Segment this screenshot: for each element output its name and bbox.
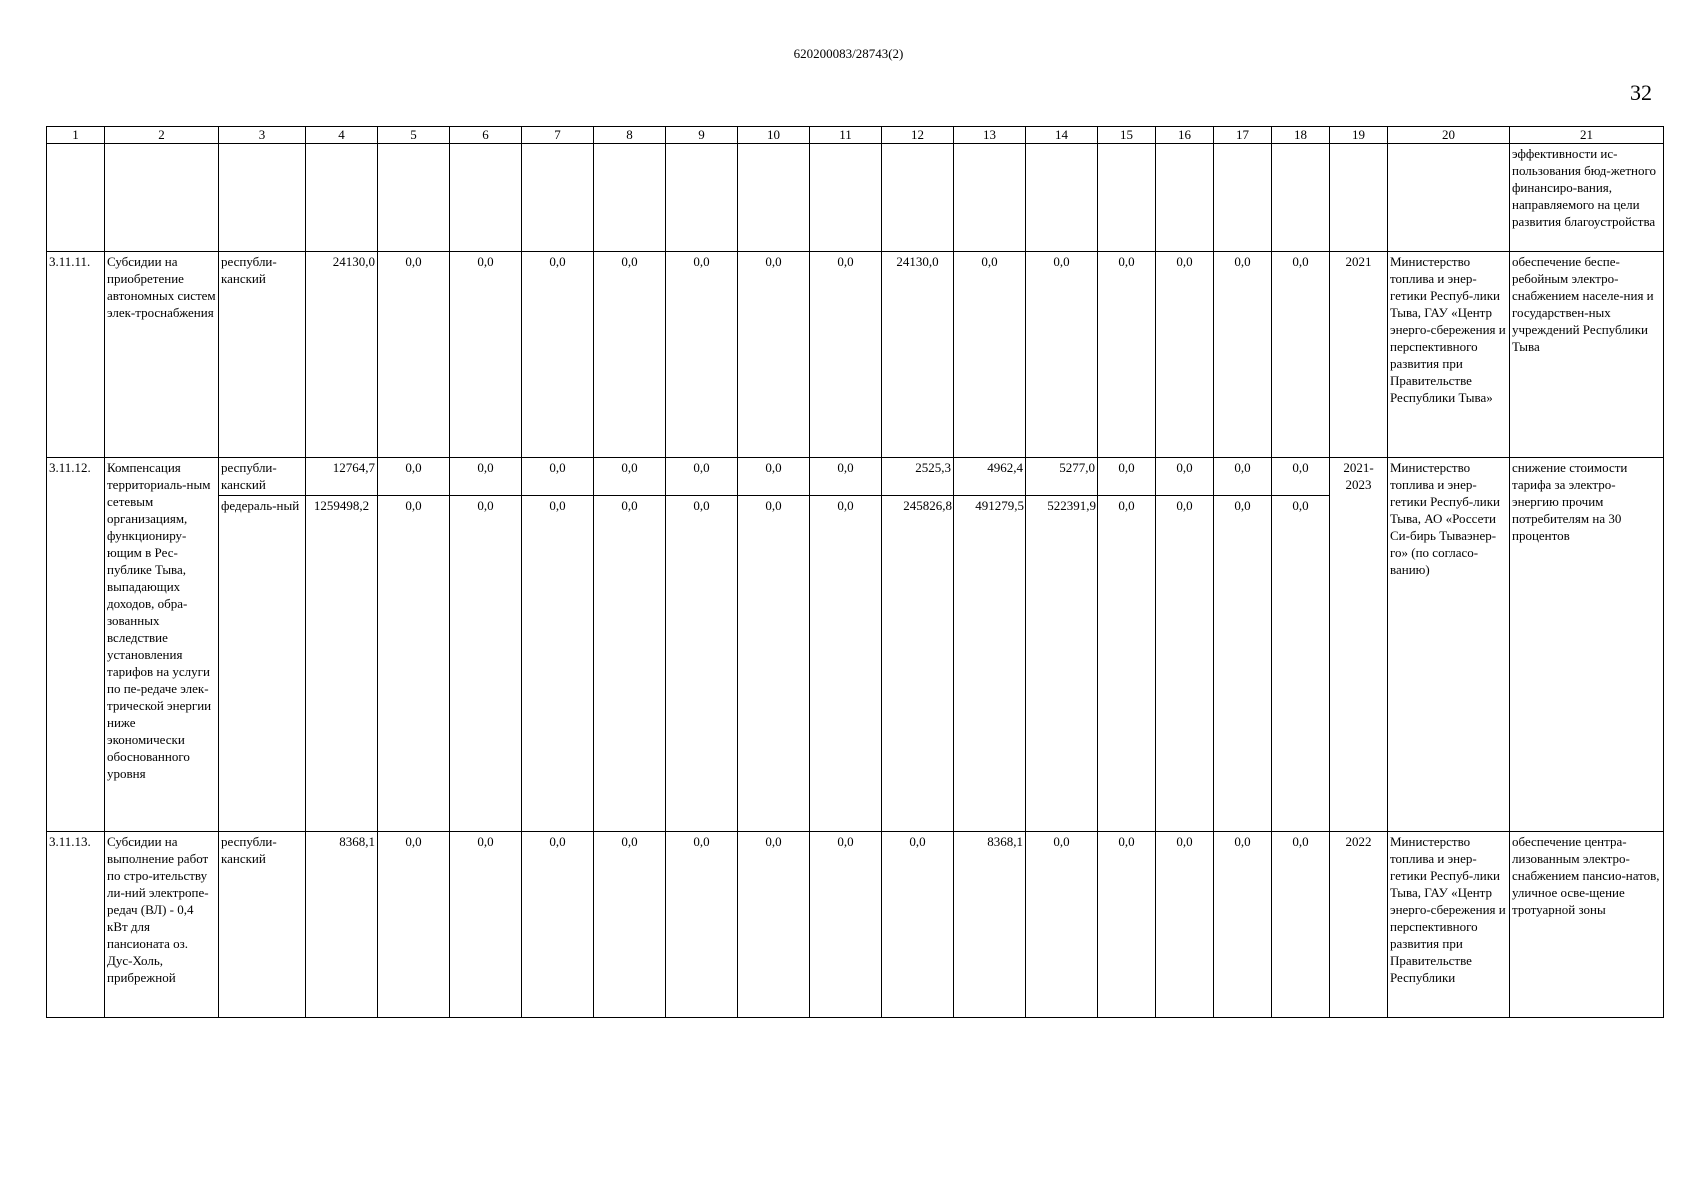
col-header-5: 5 xyxy=(378,127,450,144)
expected-result: обеспечение беспе-ребойным электро-снабжением населе-ния и государствен-ных учреждений Республики Тыва xyxy=(1510,252,1664,458)
implementation-year: 2022 xyxy=(1330,832,1388,1018)
value-cell: 0,0 xyxy=(810,832,882,1018)
value-cell: 0,0 xyxy=(1272,252,1330,458)
col-header-2: 2 xyxy=(105,127,219,144)
value-cell: 0,0 xyxy=(1272,458,1330,496)
value-cell: 0,0 xyxy=(1272,832,1330,1018)
value-cell: 0,0 xyxy=(882,832,954,1018)
value-cell: 0,0 xyxy=(450,496,522,832)
col-header-13: 13 xyxy=(954,127,1026,144)
value-cell: 0,0 xyxy=(522,832,594,1018)
col-header-20: 20 xyxy=(1388,127,1510,144)
total-amount: 1259498,2 xyxy=(306,496,378,832)
value-cell: 0,0 xyxy=(1214,252,1272,458)
row-number: 3.11.13. xyxy=(47,832,105,1018)
value-cell: 0,0 xyxy=(450,252,522,458)
value-cell: 0,0 xyxy=(810,252,882,458)
measure-name: Субсидии на приобретение автономных систем элек-троснабжения xyxy=(105,252,219,458)
value-cell: 0,0 xyxy=(1214,496,1272,832)
value-cell: 0,0 xyxy=(1098,252,1156,458)
value-cell: 0,0 xyxy=(522,252,594,458)
value-cell: 0,0 xyxy=(594,496,666,832)
value-cell: 5277,0 xyxy=(1026,458,1098,496)
col-header-15: 15 xyxy=(1098,127,1156,144)
row-number: 3.11.12. xyxy=(47,458,105,832)
value-cell: 0,0 xyxy=(666,496,738,832)
funding-source: республи-канский xyxy=(219,252,306,458)
value-cell: 0,0 xyxy=(666,252,738,458)
total-amount: 8368,1 xyxy=(306,832,378,1018)
row-number: 3.11.11. xyxy=(47,252,105,458)
column-numbers-row xyxy=(47,127,1664,144)
continuation-row xyxy=(47,144,1664,252)
value-cell: 0,0 xyxy=(810,496,882,832)
value-cell: 0,0 xyxy=(1098,832,1156,1018)
implementation-year: 2021 xyxy=(1330,252,1388,458)
value-cell: 0,0 xyxy=(594,458,666,496)
page-number: 32 xyxy=(1630,80,1652,105)
value-cell: 0,0 xyxy=(954,252,1026,458)
table-row-3-11-11 xyxy=(47,252,1664,458)
value-cell: 0,0 xyxy=(1098,496,1156,832)
value-cell: 0,0 xyxy=(738,252,810,458)
responsible-executor: Министерство топлива и энер-гетики Респуб-лики Тыва, ГАУ «Центр энерго-сбережения и перспективного развития при Правительстве Республики xyxy=(1388,832,1510,1018)
col-header-17: 17 xyxy=(1214,127,1272,144)
col-header-3: 3 xyxy=(219,127,306,144)
expected-result: обеспечение центра-лизованным электро-снабжением пансио-натов, уличное осве-щение тротуарной зоны xyxy=(1510,832,1664,1018)
value-cell: 0,0 xyxy=(1156,458,1214,496)
value-cell: 0,0 xyxy=(666,458,738,496)
value-cell: 0,0 xyxy=(594,832,666,1018)
value-cell: 0,0 xyxy=(1026,252,1098,458)
col-header-7: 7 xyxy=(522,127,594,144)
col-header-6: 6 xyxy=(450,127,522,144)
value-cell: 0,0 xyxy=(378,252,450,458)
value-cell: 0,0 xyxy=(666,832,738,1018)
measure-name: Субсидии на выполнение работ по стро-ительству ли-ний электропе-редач (ВЛ) - 0,4 кВт для пансионата оз. Дус-Холь, прибрежной xyxy=(105,832,219,1018)
value-cell: 0,0 xyxy=(1156,832,1214,1018)
value-cell: 0,0 xyxy=(1272,496,1330,832)
value-cell: 0,0 xyxy=(594,252,666,458)
value-cell: 491279,5 xyxy=(954,496,1026,832)
col-header-16: 16 xyxy=(1156,127,1214,144)
continued-result-cell: эффективности ис-пользования бюд-жетного финансиро-вания, направляемого на цели развития благоустройства xyxy=(1510,144,1664,252)
value-cell: 0,0 xyxy=(522,496,594,832)
implementation-year: 2021-2023 xyxy=(1330,458,1388,832)
value-cell: 24130,0 xyxy=(882,252,954,458)
funding-source: республи-канский xyxy=(219,832,306,1018)
col-header-19: 19 xyxy=(1330,127,1388,144)
col-header-4: 4 xyxy=(306,127,378,144)
funding-source: республи-канский xyxy=(219,458,306,496)
value-cell: 0,0 xyxy=(1214,832,1272,1018)
value-cell: 0,0 xyxy=(738,832,810,1018)
value-cell: 8368,1 xyxy=(954,832,1026,1018)
value-cell: 0,0 xyxy=(450,458,522,496)
value-cell: 4962,4 xyxy=(954,458,1026,496)
responsible-executor: Министерство топлива и энер-гетики Респуб-лики Тыва, ГАУ «Центр энерго-сбережения и перспективного развития при Правительстве Республики Тыва» xyxy=(1388,252,1510,458)
measure-name: Компенсация территориаль-ным сетевым организациям, функциониру-ющим в Рес-публике Тыва, выпадающих доходов, обра-зованных вследствие установления тарифов на услуги по пе-редаче элек-трической энергии ниже экономически обоснованного уровня xyxy=(105,458,219,832)
value-cell: 0,0 xyxy=(450,832,522,1018)
value-cell: 245826,8 xyxy=(882,496,954,832)
value-cell: 0,0 xyxy=(1214,458,1272,496)
col-header-11: 11 xyxy=(810,127,882,144)
table-row-3-11-13 xyxy=(47,832,1664,1018)
program-table xyxy=(46,126,1664,1018)
value-cell: 0,0 xyxy=(378,496,450,832)
col-header-14: 14 xyxy=(1026,127,1098,144)
col-header-12: 12 xyxy=(882,127,954,144)
value-cell: 0,0 xyxy=(1156,252,1214,458)
col-header-8: 8 xyxy=(594,127,666,144)
value-cell: 0,0 xyxy=(738,496,810,832)
funding-source: федераль-ный xyxy=(219,496,306,832)
value-cell: 0,0 xyxy=(1026,832,1098,1018)
value-cell: 0,0 xyxy=(738,458,810,496)
document-code: 620200083/28743(2) xyxy=(793,46,904,61)
value-cell: 0,0 xyxy=(378,458,450,496)
col-header-18: 18 xyxy=(1272,127,1330,144)
col-header-21: 21 xyxy=(1510,127,1664,144)
value-cell: 0,0 xyxy=(1156,496,1214,832)
total-amount: 12764,7 xyxy=(306,458,378,496)
value-cell: 0,0 xyxy=(810,458,882,496)
value-cell: 0,0 xyxy=(378,832,450,1018)
col-header-9: 9 xyxy=(666,127,738,144)
table-row-3-11-12 xyxy=(47,458,1664,496)
value-cell: 522391,9 xyxy=(1026,496,1098,832)
col-header-1: 1 xyxy=(47,127,105,144)
value-cell: 0,0 xyxy=(1098,458,1156,496)
col-header-10: 10 xyxy=(738,127,810,144)
total-amount: 24130,0 xyxy=(306,252,378,458)
value-cell: 2525,3 xyxy=(882,458,954,496)
value-cell: 0,0 xyxy=(522,458,594,496)
responsible-executor: Министерство топлива и энер-гетики Респуб-лики Тыва, АО «Россети Си-бирь Тываэнер-го» (по согласо-ванию) xyxy=(1388,458,1510,832)
expected-result: снижение стоимости тарифа за электро-энергию прочим потребителям на 30 процентов xyxy=(1510,458,1664,832)
